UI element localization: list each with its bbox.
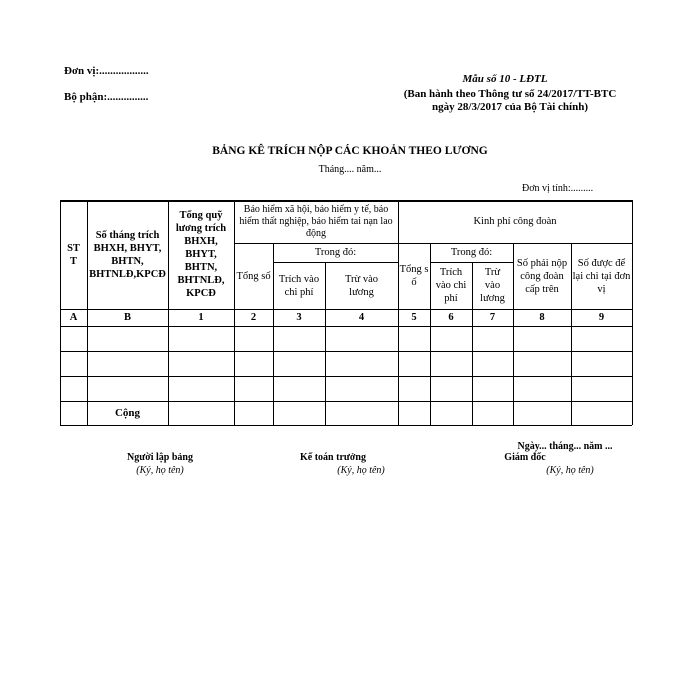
index-cell: 6 [448,312,454,323]
col-tong-quy-header: Tổng quỹ lương trích BHXH, BHYT, BHTN, BHTNLĐ, KPCĐ [175,210,227,299]
index-cell: 5 [411,312,417,323]
form-number: Mẫu số 10 - LĐTL [462,73,548,85]
index-cell: 7 [489,312,496,323]
so-phai-nop-header: Số phải nộp công đoàn cấp trên [516,257,568,295]
col-so-thang-header: Số tháng trích BHXH, BHYT, BHTN, BHTNLĐ,KPCĐ [89,229,166,280]
index-cell: 8 [539,312,545,323]
bh-trong-do-header: Trong đó: [314,247,357,258]
index-cell: 1 [198,312,204,323]
signer-role: Giám đốc [504,452,546,463]
index-cell: 9 [598,312,605,323]
don-vi-label: Đơn vị:.................. [64,65,149,77]
so-duoc-de-lai-header: Số được để lại chi tại đơn vị [572,257,631,295]
kpcd-tru-vao-luong-header: Trừ vào lương [480,267,505,304]
index-cell: 3 [296,312,302,323]
kpcd-tong-so-header: Tổng số [399,264,429,288]
index-cell: 2 [250,312,257,323]
signer-sign-note: (Ký, họ tên) [337,465,385,476]
sign-date: Ngày... tháng... năm ... [517,441,613,452]
index-cell: 4 [358,312,365,323]
bh-trich-vao-chi-phi-header: Trích vào chi phí [278,273,320,298]
signer-sign-note: (Ký, họ tên) [546,465,594,476]
index-cell: B [123,312,131,323]
bo-phan-label: Bộ phận:............... [64,91,149,103]
index-cell: A [69,312,78,323]
issuance-line-1: (Ban hành theo Thông tư số 24/2017/TT-BTC [403,88,617,100]
signer-sign-note: (Ký, họ tên) [136,465,184,476]
group-kpcd-header: Kinh phí công đoàn [473,216,557,227]
issuance-line-2: ngày 28/3/2017 của Bộ Tài chính) [432,101,588,113]
total-row-label: Cộng [114,406,141,419]
bh-tong-so-header: Tổng số [236,270,271,282]
group-bh-header: Bảo hiểm xã hội, bảo hiểm y tế, bảo hiểm thất nghiệp, bảo hiểm tai nạn lao động [239,203,393,239]
document-title: BẢNG KÊ TRÍCH NỘP CÁC KHOẢN THEO LƯƠNG [212,145,488,157]
bh-tru-vao-luong-header: Trừ vào lương [344,273,379,298]
kpcd-trich-vao-chi-phi-header: Trích vào chi phí [435,267,467,304]
signer-role: Người lập bảng [126,452,193,463]
document-subtitle: Tháng.... năm... [318,164,382,175]
unit-label: Đơn vị tính:......... [522,183,594,194]
col-stt-header: STT [67,242,80,267]
signer-role: Kế toán trưởng [300,452,366,463]
kpcd-trong-do-header: Trong đó: [450,247,493,258]
